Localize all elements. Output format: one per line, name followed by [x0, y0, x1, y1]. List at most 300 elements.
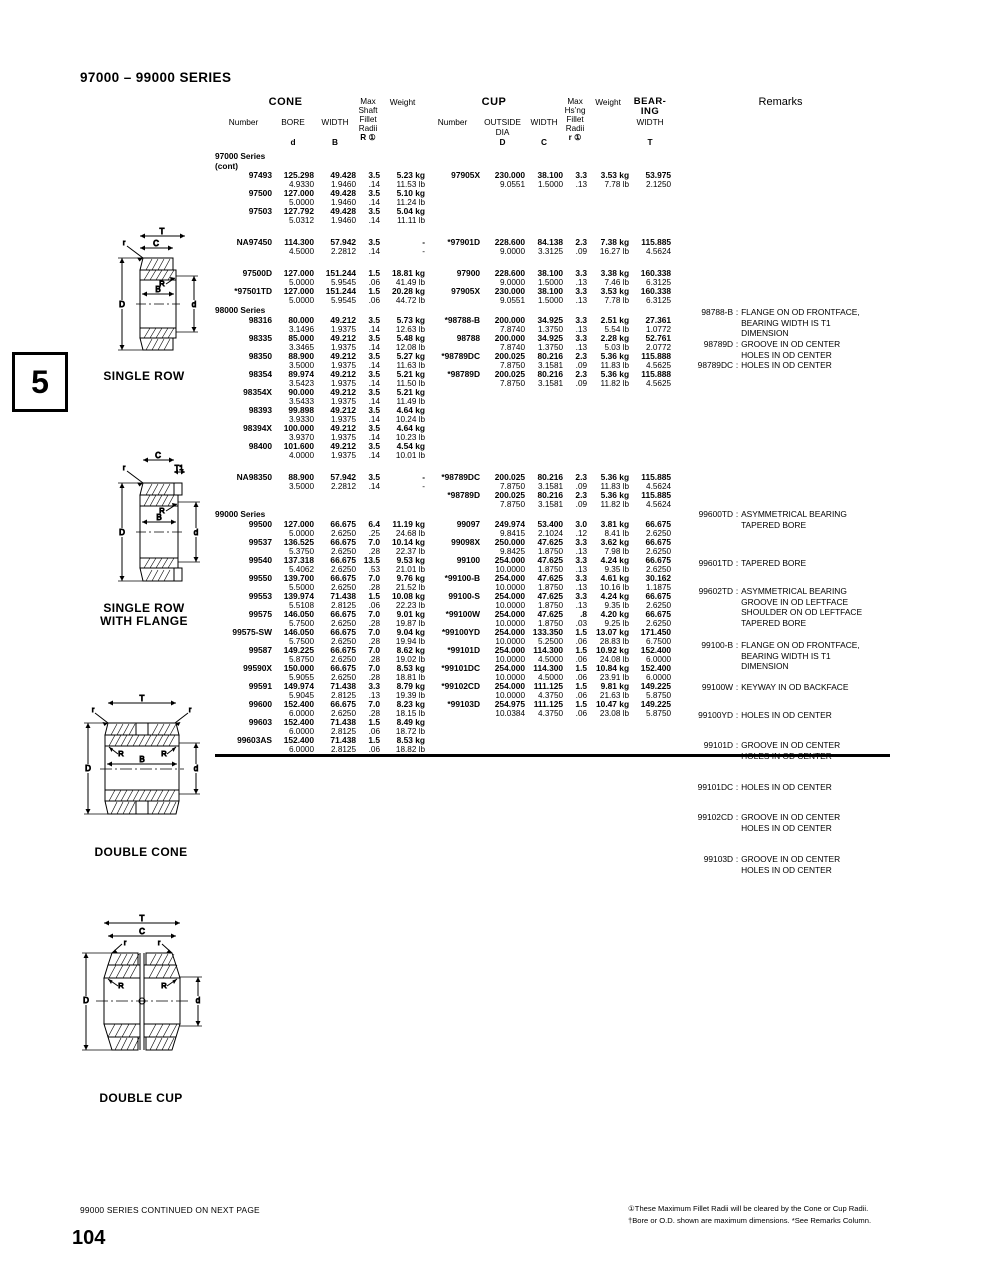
svg-text:C: C [155, 451, 161, 460]
remark-text: HOLES IN OD CENTER [741, 750, 832, 761]
cell-cwidth: 49.212 1.9375 [330, 333, 357, 352]
cell-cfillet: 3.5 .14 [368, 315, 381, 334]
cell-bw: 53.975 2.1250 [645, 170, 672, 189]
cell-cup_no: 99100-S [448, 591, 481, 601]
remark-entry: 98788-B : FLANGE ON OD FRONTFACE, BEARING WIDTH IS T1 DIMENSION [671, 307, 860, 339]
cell-cwidth [314, 491, 356, 509]
cell-cfillet: 7.0 .28 [368, 663, 381, 682]
remark-key: 99600TD [698, 509, 734, 519]
cell-cup_no: 99100 [456, 555, 481, 565]
cell-cupw [525, 736, 563, 756]
table-header [215, 97, 890, 151]
remark-entry: 99602TD : ASYMMETRICAL BEARING GROOVE IN OD LEFTFACE SHOULDER ON OD LEFTFACE TAPERED BORE [671, 586, 862, 628]
remark-key: 99102CD [697, 812, 734, 822]
remark-entry: 99100YD : HOLES IN OD CENTER [671, 710, 832, 721]
cell-cfillet: 1.5 .06 [356, 736, 380, 756]
cell-bore: 152.400 6.0000 [283, 699, 314, 718]
cell-cfillet: 3.5 .14 [368, 188, 381, 207]
cell-bw [629, 424, 671, 442]
cell-cup_no: *99103D [447, 699, 481, 709]
header-cup-weight: Weight [595, 97, 621, 107]
cell-od: 254.000 10.0000 [494, 663, 526, 682]
cell-ufillet: 3.0 .12 [575, 519, 588, 538]
section-title: 97000 Series (cont) [215, 151, 266, 171]
diagram-caption-double-cone: DOUBLE CONE [94, 845, 188, 859]
cell-cweight: 8.49 kg 18.72 lb [395, 717, 426, 736]
remark-text: HOLES IN OD CENTER [741, 782, 832, 792]
cell-cone_no: NA97450 [236, 237, 272, 247]
diagram-single-row-flange [78, 450, 210, 628]
cell-cupw: 53.400 2.1024 [537, 519, 564, 538]
header-cup-width: WIDTH C [530, 117, 558, 147]
page-number: 104 [72, 1227, 106, 1249]
cell-bw: 66.675 2.6250 [645, 609, 672, 628]
cell-cupw [525, 406, 563, 424]
cell-cupw: 38.100 1.5000 [537, 286, 564, 305]
remark-entry: 99103D : GROOVE IN OD CENTER HOLES IN OD CENTER [671, 854, 840, 875]
cell-bore: 127.000 5.0000 [283, 519, 314, 538]
cell-bore: 114.300 4.5000 [284, 237, 314, 256]
cell-cfillet: 6.4 .25 [368, 519, 381, 538]
cell-ufillet [563, 736, 587, 756]
cell-od: 254.000 10.0000 [494, 573, 526, 592]
cell-cone_no: 98400 [248, 441, 272, 451]
cell-ufillet: 3.3 .13 [575, 170, 588, 189]
cell-cupw: 34.925 1.3750 [537, 333, 564, 352]
cell-od: 228.600 9.0000 [494, 237, 526, 256]
remark-text: GROOVE IN OD CENTER [741, 740, 841, 750]
cell-uweight: 7.38 kg 16.27 lb [599, 237, 630, 256]
chapter-tab [12, 352, 68, 412]
remark-key: 99103D [703, 854, 734, 864]
cell-bore: 127.000 5.0000 [283, 268, 314, 287]
remark-text: HOLES IN OD CENTER [741, 710, 832, 720]
svg-text:d: d [193, 528, 199, 537]
cell-cone_no: 99540 [248, 555, 272, 565]
cell-ufillet: 2.3 .09 [575, 237, 588, 256]
cell-cweight: 5.21 kg 11.50 lb [396, 369, 426, 388]
cell-cwidth: 151.244 5.9545 [325, 268, 357, 287]
remark-key: 99602TD [698, 586, 734, 596]
cell-od [480, 424, 525, 442]
cell-cfillet: 1.5 .06 [368, 268, 381, 287]
cell-cone_no: 99550 [248, 573, 272, 583]
cell-bore: 136.525 5.3750 [283, 537, 314, 556]
cell-od: 250.000 9.8425 [494, 537, 526, 556]
cell-cone_no: 98354X [243, 387, 272, 397]
cell-od [480, 718, 525, 736]
svg-text:T: T [139, 914, 145, 923]
header-remarks: Remarks [758, 96, 803, 108]
remark-text: SHOULDER ON OD LEFTFACE [741, 607, 863, 618]
cell-uweight: 3.81 kg 8.41 lb [600, 519, 630, 538]
cell-od: 254.000 10.0000 [494, 681, 526, 700]
cell-bore [272, 491, 314, 509]
header-cone-fillet: Max Shaft Fillet Radii R ① [358, 97, 378, 142]
cell-cweight: 9.76 kg 21.52 lb [395, 573, 426, 592]
cell-cwidth: 57.942 2.2812 [330, 472, 357, 491]
remark-key: 99101D [703, 740, 734, 750]
cell-ufillet [563, 189, 587, 207]
cell-od: 254.000 10.0000 [494, 627, 526, 646]
footer-note-bore-od: †Bore or O.D. shown are maximum dimensions. *See Remarks Column. [628, 1215, 872, 1225]
cell-cupw [525, 388, 563, 406]
cell-cone_no: 98335 [248, 333, 272, 343]
cell-od: 254.000 10.0000 [494, 555, 526, 574]
cell-cfillet: 7.0 .28 [368, 699, 381, 718]
cell-cfillet: 3.5 .14 [368, 237, 381, 256]
cell-cup_no: *99100YD [441, 627, 481, 637]
section-title: 98000 Series [215, 305, 266, 315]
cell-cwidth: 49.212 1.9375 [330, 405, 357, 424]
cell-bw: 152.400 6.0000 [640, 663, 672, 682]
cell-cwidth: 71.438 2.8125 [330, 717, 357, 736]
cell-bw: 160.338 6.3125 [640, 268, 672, 287]
cell-bore: 88.900 3.5000 [288, 351, 314, 370]
remarks-column [671, 305, 890, 509]
cell-cone_no: 97493 [248, 170, 272, 180]
cell-cupw: 34.925 1.3750 [537, 315, 564, 334]
svg-text:R: R [159, 506, 165, 515]
remark-entry: 99100W : KEYWAY IN OD BACKFACE [671, 682, 848, 693]
cell-cfillet: 1.5 .06 [368, 286, 381, 305]
cell-bw: 115.888 4.5625 [641, 351, 672, 370]
cell-bw [629, 442, 671, 460]
cell-bw: 66.675 2.6250 [645, 555, 672, 574]
cell-cwidth: 66.675 2.6250 [330, 519, 357, 538]
cell-ufillet [563, 406, 587, 424]
cell-uweight: 9.81 kg 21.63 lb [599, 681, 630, 700]
cell-cupw: 47.625 1.8750 [537, 537, 564, 556]
cell-bw [629, 718, 671, 736]
cell-cup_no [425, 406, 480, 424]
remark-entry: 99102CD : GROOVE IN OD CENTER HOLES IN OD CENTER [671, 812, 840, 833]
cell-cweight: - - [422, 237, 426, 256]
cell-bore: 146.050 5.7500 [283, 627, 314, 646]
cell-cweight: 5.23 kg 11.53 lb [396, 170, 426, 189]
cell-cweight: 4.64 kg 10.23 lb [395, 423, 426, 442]
cell-cfillet: 3.5 .14 [368, 206, 381, 225]
remark-text: GROOVE IN OD CENTER [741, 854, 841, 864]
single-row-bearing-drawing [78, 228, 210, 368]
svg-text:R: R [161, 749, 167, 758]
cell-cup_no [425, 388, 480, 406]
cell-od: 200.000 7.8740 [494, 333, 526, 352]
cell-cweight: 10.08 kg 22.23 lb [391, 591, 426, 610]
cell-ufillet: .8 .03 [575, 609, 588, 628]
cell-cwidth: 71.438 2.8125 [314, 736, 356, 756]
cell-cweight: 8.62 kg 19.02 lb [395, 645, 426, 664]
section-title-filler [525, 151, 563, 171]
svg-text:C: C [153, 239, 159, 248]
cell-uweight: 3.53 kg 7.78 lb [600, 170, 630, 189]
svg-text:B: B [155, 285, 161, 294]
svg-text:d: d [195, 996, 201, 1005]
svg-text:B: B [139, 755, 145, 764]
cell-cupw: 47.625 1.8750 [537, 591, 564, 610]
cell-ufillet: 3.3 .13 [575, 591, 588, 610]
cell-cweight: 8.53 kg 18.81 lb [395, 663, 426, 682]
cell-ufillet: 1.5 .06 [575, 699, 588, 718]
section-title-row [215, 151, 890, 171]
cell-cweight: 5.04 kg 11.11 lb [396, 206, 426, 225]
svg-text:d: d [193, 764, 199, 773]
header-cone-weight: Weight [389, 97, 416, 107]
cell-ufillet [563, 718, 587, 736]
cell-cup_no: *99100W [445, 609, 481, 619]
cell-ufillet: 2.3 .09 [575, 351, 588, 370]
cell-bw: 171.450 6.7500 [640, 627, 672, 646]
cell-cup_no: *98789DC [441, 351, 481, 361]
cell-cup_no: 99097 [456, 519, 481, 529]
header-cup-number: Number [437, 117, 468, 127]
cell-uweight: 3.53 kg 7.78 lb [600, 286, 630, 305]
cell-cfillet: 1.5 .06 [368, 591, 381, 610]
cell-bore: 149.225 5.8750 [283, 645, 314, 664]
remark-entry: 99600TD : ASYMMETRICAL BEARING TAPERED BORE [671, 509, 847, 530]
svg-text:T1: T1 [174, 463, 184, 472]
cell-cweight: 11.19 kg 24.68 lb [392, 519, 426, 538]
cell-cup_no: 97905X [451, 286, 481, 296]
cell-cwidth: 49.428 1.9460 [330, 188, 357, 207]
cell-od [480, 406, 525, 424]
remark-text: KEYWAY IN OD BACKFACE [741, 682, 849, 692]
cell-cweight: 18.81 kg 41.49 lb [391, 268, 426, 287]
remark-text: HOLES IN OD CENTER [741, 360, 832, 370]
remark-text: TAPERED BORE [741, 617, 807, 628]
remark-text: GROOVE IN OD LEFTFACE [741, 596, 849, 607]
cell-cup_no [425, 718, 480, 736]
svg-text:D: D [85, 764, 91, 773]
header-group-cup: CUP [481, 96, 507, 108]
remarks-column [671, 151, 890, 305]
remark-entry: 98789D : GROOVE IN OD CENTER HOLES IN OD CENTER [671, 339, 840, 360]
cell-uweight: 10.92 kg 24.08 lb [596, 645, 630, 664]
cell-ufillet: 1.5 .06 [575, 663, 588, 682]
page-title: 97000 – 99000 SERIES [80, 70, 232, 85]
remark-key: 98789D [703, 339, 734, 349]
cell-cfillet [356, 491, 380, 509]
cell-cupw: 80.216 3.1581 [537, 369, 564, 388]
header-bearing-width: WIDTH T [636, 117, 664, 147]
cell-cone_no: 98350 [248, 351, 272, 361]
cell-cup_no [425, 736, 480, 756]
svg-text:R: R [118, 981, 124, 990]
cell-ufillet [563, 207, 587, 225]
svg-text:r: r [157, 940, 161, 947]
cell-uweight [587, 736, 629, 756]
cell-od [480, 388, 525, 406]
cell-bore: 152.400 6.0000 [283, 717, 314, 736]
cell-cfillet: 7.0 .28 [368, 609, 381, 628]
header-group-cone: CONE [268, 96, 303, 108]
double-cone-bearing-drawing [62, 692, 220, 844]
svg-text:r: r [123, 940, 127, 947]
cell-bore: 150.000 5.9055 [283, 663, 314, 682]
remark-key: 99601TD [698, 558, 734, 568]
cell-od [480, 736, 525, 756]
cell-od: 200.025 7.8750 [494, 472, 526, 491]
cell-cweight [380, 491, 425, 509]
cell-uweight: 10.84 kg 23.91 lb [596, 663, 630, 682]
cell-ufillet: 1.5 .06 [575, 681, 588, 700]
cell-cupw: 133.350 5.2500 [532, 627, 564, 646]
cell-uweight [587, 406, 629, 424]
cell-ufillet: 3.3 .13 [575, 573, 588, 592]
cell-cup_no: 97905X [451, 170, 481, 180]
cell-cfillet: 3.5 .14 [368, 423, 381, 442]
cell-uweight: 3.38 kg 7.46 lb [600, 268, 630, 287]
cell-bw: 115.885 4.5624 [641, 472, 672, 491]
remark-text: ASYMMETRICAL BEARING [741, 586, 847, 596]
cell-bw [629, 189, 671, 207]
cell-uweight: 2.51 kg 5.54 lb [600, 315, 630, 334]
footer-continued-note: 99000 SERIES CONTINUED ON NEXT PAGE [80, 1205, 260, 1215]
cell-cfillet: 3.5 .14 [368, 387, 381, 406]
cell-cwidth: 49.428 1.9460 [330, 206, 357, 225]
cell-bw: 66.675 2.6250 [645, 591, 672, 610]
diagram-caption-double-cup: DOUBLE CUP [99, 1091, 183, 1105]
cell-cwidth: 49.428 1.9460 [330, 170, 357, 189]
cell-cweight: 9.01 kg 19.87 lb [395, 609, 426, 628]
cell-ufillet: 1.5 .06 [575, 645, 588, 664]
cell-cupw [525, 424, 563, 442]
cell-cupw [525, 189, 563, 207]
cell-cup_no: 97900 [456, 268, 481, 278]
cell-cup_no [425, 442, 480, 460]
cell-ufillet [563, 424, 587, 442]
cell-bw: 66.675 2.6250 [645, 537, 672, 556]
cell-cfillet: 3.5 .14 [368, 333, 381, 352]
cell-cwidth: 71.438 2.8125 [330, 591, 357, 610]
cell-cfillet: 7.0 .28 [368, 573, 381, 592]
cell-uweight [587, 424, 629, 442]
cell-cweight: 5.21 kg 11.49 lb [396, 387, 426, 406]
cell-uweight [587, 207, 629, 225]
cell-cfillet: 7.0 .28 [368, 627, 381, 646]
bearing-specification-table [215, 96, 890, 875]
cell-cupw: 114.300 4.5000 [533, 663, 564, 682]
cell-bw: 52.761 2.0772 [645, 333, 672, 352]
cell-bore: 89.974 3.5423 [288, 369, 314, 388]
cell-cwidth: 66.675 2.6250 [330, 699, 357, 718]
cell-od: 228.600 9.0000 [494, 268, 526, 287]
cell-bore: 139.974 5.5108 [283, 591, 314, 610]
cell-bore: 139.700 5.5000 [283, 573, 314, 592]
diagram-caption-flange-line2: WITH FLANGE [100, 614, 188, 628]
cell-bw [629, 388, 671, 406]
cell-cweight: - - [422, 472, 426, 491]
remark-text: HOLES IN OD CENTER [741, 822, 832, 833]
cell-ufillet: 2.3 .09 [575, 369, 588, 388]
cell-cwidth: 49.212 1.9375 [330, 351, 357, 370]
svg-text:d: d [191, 300, 197, 309]
cell-uweight: 5.36 kg 11.82 lb [600, 369, 630, 388]
cell-spacer [380, 225, 425, 238]
header-cone-number: Number [228, 117, 259, 127]
diagram-single-row [78, 228, 210, 383]
cell-cwidth: 66.675 2.6250 [330, 537, 357, 556]
remark-text: TAPERED BORE [741, 519, 807, 530]
cell-bw: 149.225 5.8750 [640, 699, 672, 718]
cell-bore: 88.900 3.5000 [288, 472, 314, 491]
cell-cone_no: 99575 [248, 609, 272, 619]
cell-cfillet: 7.0 .28 [368, 645, 381, 664]
remark-text: FLANGE ON OD FRONTFACE, [741, 307, 860, 317]
cell-cone_no: 99553 [248, 591, 272, 601]
cell-od: 200.025 7.8750 [494, 351, 526, 370]
cell-cup_no: *98789DC [441, 472, 481, 482]
svg-text:B: B [156, 513, 162, 522]
footer-notes [628, 1203, 871, 1226]
cell-cweight: 20.28 kg 44.72 lb [391, 286, 426, 305]
diagram-double-cup [62, 914, 220, 1105]
cell-cwidth: 66.675 2.6250 [330, 573, 357, 592]
cell-bw [629, 406, 671, 424]
cell-cweight: 5.48 kg 12.08 lb [395, 333, 426, 352]
remark-key: 99100YD [698, 710, 734, 720]
section-title-filler [314, 151, 356, 171]
cell-cupw: 111.125 4.3750 [533, 699, 564, 718]
cell-cfillet: 3.5 .14 [368, 441, 381, 460]
cell-cwidth: 49.212 1.9375 [330, 369, 357, 388]
remark-text: ASYMMETRICAL BEARING [741, 509, 847, 519]
cell-cupw: 47.625 1.8750 [537, 555, 564, 574]
cell-uweight: 4.20 kg 9.25 lb [600, 609, 630, 628]
cell-ufillet: 2.3 .09 [575, 490, 588, 509]
cell-od: 254.000 10.0000 [494, 645, 526, 664]
cell-cup_no [425, 189, 480, 207]
cell-ufillet: 3.3 .13 [575, 333, 588, 352]
cell-ufillet [563, 442, 587, 460]
cell-cone_no: 97500 [248, 188, 272, 198]
footer-note-fillet-radii: ①These Maximum Fillet Radii will be cleared by the Cone or Cup Radii. [628, 1204, 869, 1213]
cell-cone_no: 98393 [248, 405, 272, 415]
cell-cone_no: 98354 [248, 369, 272, 379]
remark-key: 98788-B [701, 307, 734, 317]
remark-text: GROOVE IN OD CENTER [741, 339, 841, 349]
cell-cone_no: 99591 [248, 681, 272, 691]
cell-cupw: 114.300 4.5000 [533, 645, 564, 664]
cell-bore: 80.000 3.1496 [288, 315, 314, 334]
cell-cupw: 80.216 3.1581 [537, 490, 564, 509]
svg-text:r: r [91, 707, 95, 714]
cell-cup_no: *98789D [447, 490, 481, 500]
cell-cwidth: 66.675 2.6250 [330, 663, 357, 682]
cell-cup_no: *98788-B [444, 315, 481, 325]
cell-od [480, 207, 525, 225]
remark-entry: 99601TD : TAPERED BORE [671, 558, 806, 569]
cell-uweight: 3.62 kg 7.98 lb [600, 537, 630, 556]
cell-ufillet: 2.3 .09 [575, 472, 588, 491]
cell-cwidth: 66.675 2.6250 [330, 555, 357, 574]
cell-cup_no: 98788 [456, 333, 481, 343]
cell-bore: 85.000 3.3465 [288, 333, 314, 352]
single-row-flange-drawing [78, 450, 210, 600]
cell-cup_no [425, 424, 480, 442]
cell-cwidth: 57.942 2.2812 [330, 237, 357, 256]
cell-cweight: 8.79 kg 19.39 lb [395, 681, 426, 700]
cell-cone_no: *97501TD [234, 286, 272, 296]
svg-text:T: T [159, 227, 165, 236]
cell-uweight: 5.36 kg 11.82 lb [600, 490, 630, 509]
cell-bore: 149.974 5.9045 [283, 681, 314, 700]
cell-uweight: 5.36 kg 11.83 lb [600, 351, 630, 370]
cell-cfillet: 3.3 .13 [368, 681, 381, 700]
remark-text: BEARING WIDTH IS T1 [741, 317, 831, 328]
section-title-filler [272, 151, 314, 171]
cell-ufillet: 3.3 .13 [575, 268, 588, 287]
